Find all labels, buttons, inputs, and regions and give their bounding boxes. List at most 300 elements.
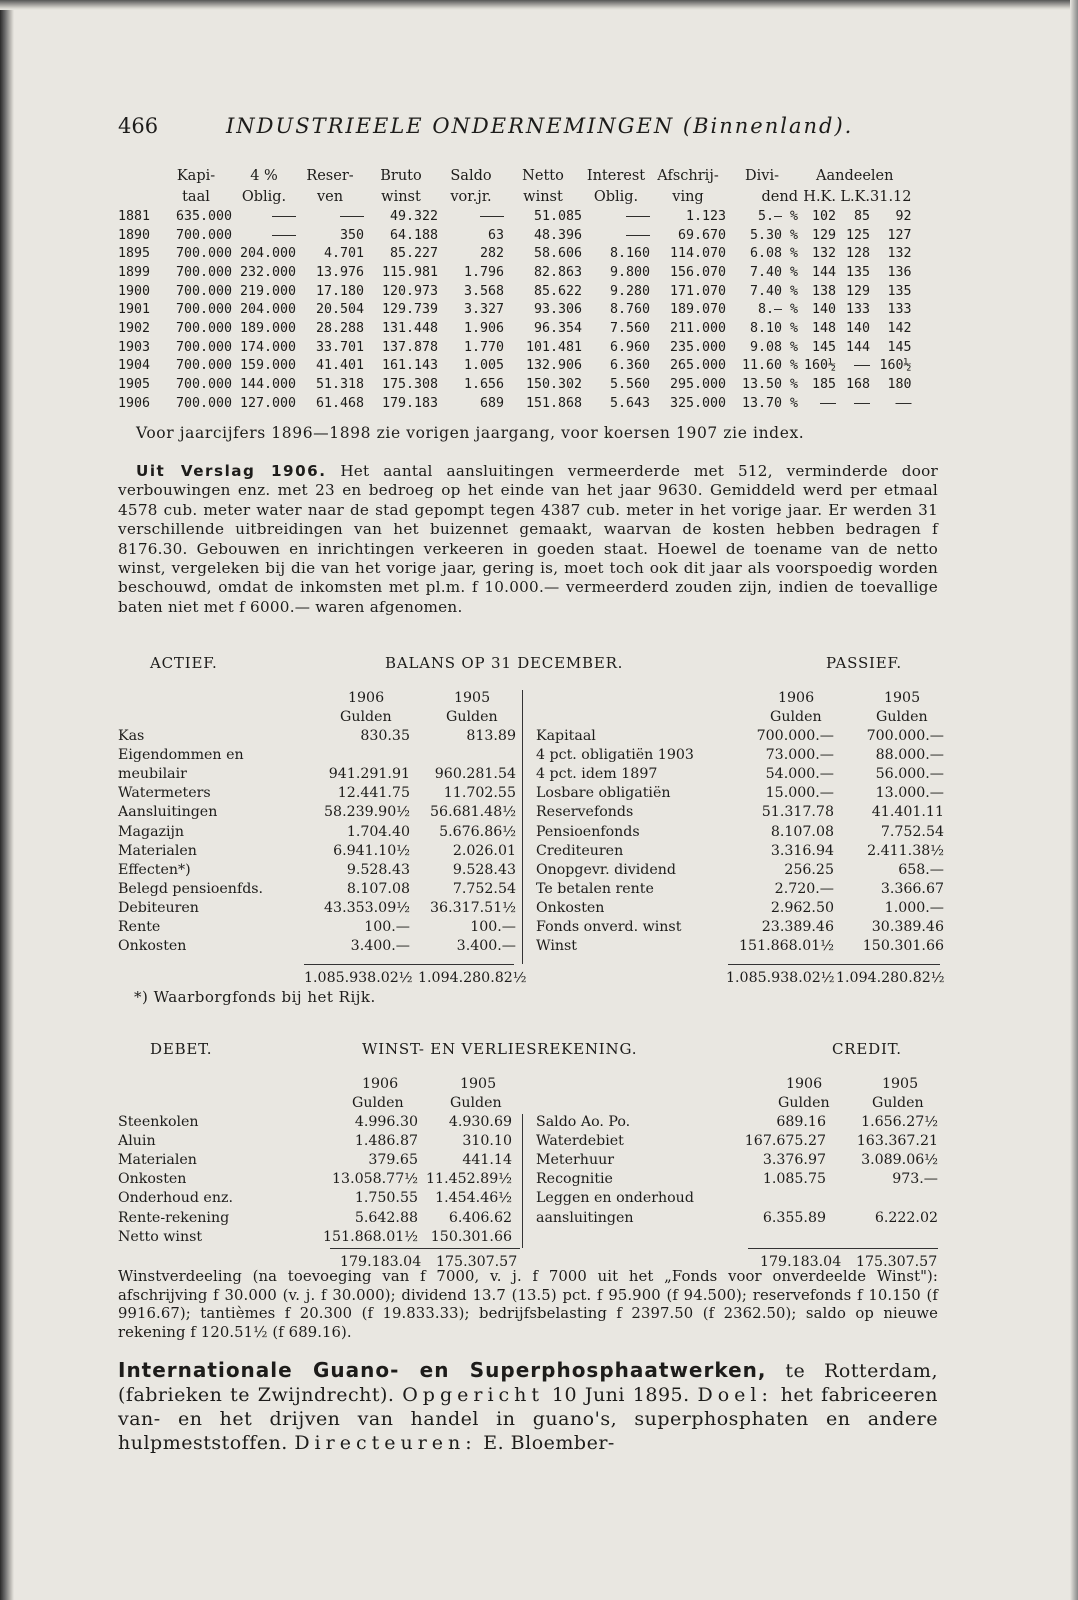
actief-value-1905: 36.317.51½ xyxy=(430,899,516,916)
stat-cell-div: 7.40 % xyxy=(749,264,798,280)
stat-cell-year: 1895 xyxy=(118,246,151,262)
founding-date: 10 Juni 1895. xyxy=(551,1384,690,1406)
total-rule xyxy=(728,964,940,965)
passief-value-1906: 8.107.08 xyxy=(770,823,834,840)
stat-cell-kap: 700.000 xyxy=(175,358,232,374)
stat-cell-obl: 219.000 xyxy=(239,283,296,299)
col-head: dend xyxy=(761,188,798,205)
actief-value-1905: 7.752.54 xyxy=(452,880,516,897)
actief-value-1906: 830.35 xyxy=(360,728,410,744)
stat-cell-afs: 325.000 xyxy=(669,395,726,411)
passief-value-1905: 3.366.67 xyxy=(880,880,944,897)
stat-cell-bruto: 49.322 xyxy=(389,208,438,224)
stat-cell-afs: 171.070 xyxy=(669,283,726,299)
stat-cell-netto: 51.085 xyxy=(533,208,582,224)
passief-value-1905: 1.000.— xyxy=(884,899,944,916)
stat-cell-res: 41.401 xyxy=(315,358,364,374)
passief-value-1905: 56.000.— xyxy=(875,766,944,783)
unit-head: Gulden xyxy=(778,1095,830,1111)
stat-cell-res: 33.701 xyxy=(315,339,364,355)
debet-value-1905: 310.10 xyxy=(462,1133,512,1150)
debet-total-1906: 179.183.04 xyxy=(340,1254,422,1270)
passief-row xyxy=(118,862,948,881)
credit-label: Leggen en onderhoud xyxy=(536,1190,694,1207)
col-head: Netto xyxy=(522,167,564,184)
stat-cell-lk: 85 xyxy=(853,208,870,224)
passief-row xyxy=(118,881,948,900)
actief-value-1906: 941.291.91 xyxy=(328,766,410,783)
report-lead: Uit Verslag 1906. xyxy=(136,462,327,480)
passief-label: Losbare obligatiën xyxy=(536,785,671,802)
actief-label: Debiteuren xyxy=(118,899,199,916)
stat-cell-year: 1881 xyxy=(118,208,151,224)
stat-cell-obl: ——— xyxy=(271,227,296,243)
stat-row-1895 xyxy=(118,244,912,263)
year-head: 1905 xyxy=(884,690,921,706)
stat-cell-afs: 1.123 xyxy=(685,208,726,224)
actief-value-1905: 5.676.86½ xyxy=(439,823,516,840)
debet-label: Onderhoud enz. xyxy=(118,1190,233,1207)
passief-total-1906: 1.085.938.02½ xyxy=(726,970,835,986)
stat-cell-kap: 700.000 xyxy=(175,320,232,336)
stat-cell-lk: 125 xyxy=(845,227,870,243)
stat-cell-afs: 189.070 xyxy=(669,302,726,318)
passief-value-1905: 88.000.— xyxy=(875,747,944,764)
stat-row-1904 xyxy=(118,357,912,376)
actief-value-1905: 9.528.43 xyxy=(452,861,516,878)
stat-cell-a: 92 xyxy=(895,208,912,224)
col-head: Oblig. xyxy=(593,188,639,205)
passief-label: Fonds onverd. winst xyxy=(536,919,682,935)
col-head: 31.12 xyxy=(870,188,912,205)
stat-cell-saldo: 1.656 xyxy=(463,377,504,393)
unit-head: Gulden xyxy=(450,1095,502,1111)
stat-cell-res: 4.701 xyxy=(323,246,364,262)
actief-value-1906: 8.107.08 xyxy=(346,880,410,897)
stat-cell-lk: —— xyxy=(853,395,870,411)
stat-cell-bruto: 64.188 xyxy=(389,227,438,243)
balance-sheet xyxy=(118,690,948,1010)
stat-cell-a: 135 xyxy=(887,283,912,299)
col-head: L.K. xyxy=(840,188,870,205)
debet-value-1906: 151.868.01½ xyxy=(323,1228,418,1245)
page-number: 466 xyxy=(118,114,159,138)
actief-value-1906: 1.704.40 xyxy=(346,823,410,840)
debet-value-1905: 150.301.66 xyxy=(430,1228,512,1245)
debet-total-1905: 175.307.57 xyxy=(436,1254,518,1270)
debet-label: Netto winst xyxy=(118,1228,203,1245)
actief-value-1906: 43.353.09½ xyxy=(324,899,410,916)
stat-cell-lk: 135 xyxy=(845,264,870,280)
actief-value-1905: 3.400.— xyxy=(456,938,516,955)
passief-value-1906: 15.000.— xyxy=(765,785,834,802)
debet-value-1905: 6.406.62 xyxy=(448,1209,512,1226)
stat-cell-a: —— xyxy=(895,395,912,411)
actief-label: Magazijn xyxy=(118,823,185,840)
passief-row xyxy=(118,824,948,843)
debet-value-1906: 379.65 xyxy=(368,1152,418,1169)
year-head: 1905 xyxy=(460,1076,497,1092)
credit-row xyxy=(118,1171,948,1190)
col-head: ving xyxy=(672,188,704,205)
stat-cell-year: 1901 xyxy=(118,302,151,318)
company-purpose: het fabriceeren van- en het drijven van handel in guano's, superphosphaten en andere hulpmeststoffen. xyxy=(118,1384,938,1454)
stat-cell-lk: 128 xyxy=(845,246,870,262)
col-head: H.K. xyxy=(803,188,836,205)
stat-cell-div: 8.— % xyxy=(757,302,798,318)
passief-label: Onopgevr. dividend xyxy=(536,861,676,878)
unit-head: Gulden xyxy=(872,1095,924,1111)
col-head: Bruto xyxy=(380,167,422,184)
year-head: 1906 xyxy=(778,690,815,706)
unit-head: Gulden xyxy=(770,709,822,725)
stat-cell-year: 1906 xyxy=(118,395,151,411)
credit-row xyxy=(118,1133,948,1152)
col-head: vor.jr. xyxy=(450,188,492,205)
passief-row xyxy=(118,785,948,804)
stat-cell-netto: 101.481 xyxy=(525,339,582,355)
actief-label: Belegd pensioenfds. xyxy=(118,880,264,897)
stat-cell-year: 1890 xyxy=(118,227,151,243)
stat-cell-hk: —— xyxy=(819,395,836,411)
passief-value-1905: 700.000.— xyxy=(866,728,944,744)
stat-cell-a: 127 xyxy=(887,227,912,243)
passief-row xyxy=(118,747,948,766)
stat-cell-netto: 58.606 xyxy=(533,246,582,262)
stat-cell-saldo: 63 xyxy=(487,227,504,243)
passief-value-1906: 2.720.— xyxy=(774,880,834,897)
stat-cell-afs: 114.070 xyxy=(669,246,726,262)
stat-cell-res: 13.976 xyxy=(315,264,364,280)
col-head: winst xyxy=(523,188,563,205)
col-head: Saldo xyxy=(450,167,492,184)
passief-value-1906: 151.868.01½ xyxy=(739,938,834,955)
stat-cell-bruto: 175.308 xyxy=(381,377,438,393)
stat-cell-hk: 185 xyxy=(811,377,836,393)
stat-cell-kap: 700.000 xyxy=(175,339,232,355)
passief-value-1906: 3.316.94 xyxy=(770,842,834,859)
debet-label: Materialen xyxy=(118,1152,197,1169)
credit-value-1906: 167.675.27 xyxy=(744,1133,826,1150)
col-head: 4 % xyxy=(250,167,278,184)
credit-value-1906: 3.376.97 xyxy=(762,1152,826,1169)
stat-cell-saldo: 1.796 xyxy=(463,264,504,280)
actief-total-1905: 1.094.280.82½ xyxy=(418,970,527,986)
credit-value-1906: 6.355.89 xyxy=(762,1209,826,1226)
actief-value-1906: 12.441.75 xyxy=(337,785,410,802)
stat-row-1899 xyxy=(118,263,912,282)
actief-value-1906: 6.941.10½ xyxy=(333,842,410,859)
stat-cell-lk: 168 xyxy=(845,377,870,393)
stat-cell-div: 6.08 % xyxy=(749,246,798,262)
profit-loss-account xyxy=(118,1076,948,1270)
stat-cell-obl: 204.000 xyxy=(239,246,296,262)
actief-label: Materialen xyxy=(118,842,197,859)
passief-value-1906: 73.000.— xyxy=(765,747,834,764)
stat-cell-div: 7.40 % xyxy=(749,283,798,299)
company-name: Internationale Guano- en Superphosphaatwerken, xyxy=(118,1358,767,1382)
statistics-table xyxy=(118,165,938,413)
profit-distribution: Winstverdeeling (na toevoeging van f 7000, v. j. f 7000 uit het „Fonds voor onverdeelde Winst"): afschrijving f 30.000 (v. j. f 30.000); dividend 13.7 (13.5) pct. f 95.900 (f 94.500); reservefonds f 10.150 (f 9916.67); tantièmes f 20.300 (f 19.833.33); bedrijfsbelasting f 2397.50 (f 2362.50); saldo op nieuwe rekening f 120.51½ (f 689.16). xyxy=(118,1268,938,1341)
credit-total-1905: 175.307.57 xyxy=(856,1254,938,1270)
passief-value-1906: 700.000.— xyxy=(756,728,834,744)
stat-cell-lk: 133 xyxy=(845,302,870,318)
passief-value-1905: 658.— xyxy=(898,861,944,878)
stat-cell-saldo: 689 xyxy=(479,395,504,411)
running-head xyxy=(118,114,938,144)
stat-cell-a: 132 xyxy=(887,246,912,262)
company-location: te Rotterdam, (fabrieken te Zwijndrecht). xyxy=(118,1360,938,1406)
stat-cell-int: ——— xyxy=(625,208,650,224)
next-company-entry xyxy=(118,1358,938,1455)
stat-cell-lk: 144 xyxy=(845,339,870,355)
stat-cell-year: 1904 xyxy=(118,358,151,374)
balance-footnote: *) Waarborgfonds bij het Rijk. xyxy=(134,988,376,1006)
debet-row xyxy=(118,1229,948,1248)
col-head: Divi- xyxy=(745,167,779,184)
stat-cell-afs: 211.000 xyxy=(669,320,726,336)
actief-value-1906: 58.239.90½ xyxy=(324,804,410,821)
stat-cell-year: 1900 xyxy=(118,283,151,299)
stat-cell-afs: 235.000 xyxy=(669,339,726,355)
stat-cell-netto: 96.354 xyxy=(533,320,582,336)
stat-cell-hk: 148 xyxy=(811,320,836,336)
debet-label: Rente-rekening xyxy=(118,1209,230,1226)
debet-value-1905: 1.454.46½ xyxy=(435,1190,512,1207)
stat-cell-kap: 700.000 xyxy=(175,283,232,299)
credit-row xyxy=(118,1152,948,1171)
stat-cell-bruto: 85.227 xyxy=(389,246,438,262)
stat-row-1902 xyxy=(118,319,912,338)
credit-row xyxy=(118,1190,948,1209)
stat-cell-obl: 232.000 xyxy=(239,264,296,280)
actief-label: Effecten*) xyxy=(118,861,191,878)
total-rule xyxy=(304,964,514,965)
page-scan-edge-top xyxy=(0,0,1078,10)
unit-head: Gulden xyxy=(446,709,498,725)
debet-label: Steenkolen xyxy=(118,1114,199,1130)
actief-value-1906: 3.400.— xyxy=(350,938,410,955)
actief-heading: ACTIEF. xyxy=(150,654,218,672)
stat-cell-netto: 132.906 xyxy=(525,358,582,374)
total-rule xyxy=(748,1248,938,1249)
stat-cell-hk: 160½ xyxy=(803,358,836,374)
actief-value-1905: 960.281.54 xyxy=(434,766,516,783)
stat-cell-obl: 127.000 xyxy=(239,395,296,411)
debet-value-1906: 1.486.87 xyxy=(354,1133,418,1150)
actief-value-1905: 11.702.55 xyxy=(443,785,516,802)
col-head: Reser- xyxy=(306,167,354,184)
stat-cell-bruto: 129.739 xyxy=(381,302,438,318)
passief-value-1905: 7.752.54 xyxy=(880,823,944,840)
passief-label: Te betalen rente xyxy=(536,880,654,897)
stat-header-row-1 xyxy=(118,165,912,186)
actief-value-1905: 100.— xyxy=(470,919,516,935)
stat-cell-hk: 140 xyxy=(811,302,836,318)
stat-cell-res: 28.288 xyxy=(315,320,364,336)
col-head: Interest xyxy=(586,167,646,184)
passief-row xyxy=(118,919,948,938)
col-head: Oblig. xyxy=(241,188,287,205)
credit-row xyxy=(118,1210,948,1229)
stat-cell-int: 6.360 xyxy=(609,358,650,374)
stat-row-1890 xyxy=(118,226,912,245)
unit-head: Gulden xyxy=(340,709,392,725)
stat-cell-hk: 132 xyxy=(811,246,836,262)
stat-cell-obl: 204.000 xyxy=(239,302,296,318)
stat-row-1905 xyxy=(118,375,912,394)
actief-label: Kas xyxy=(118,728,145,744)
debet-value-1905: 11.452.89½ xyxy=(426,1171,512,1188)
credit-value-1905: 973.— xyxy=(892,1171,938,1188)
passief-label: Crediteuren xyxy=(536,842,624,859)
stat-cell-netto: 93.306 xyxy=(533,302,582,318)
col-head: Kapi- xyxy=(176,167,216,184)
stat-cell-res: 350 xyxy=(339,227,364,243)
passief-label: 4 pct. obligatiën 1903 xyxy=(536,747,694,764)
credit-total-1906: 179.183.04 xyxy=(760,1254,842,1270)
stat-cell-div: 5.30 % xyxy=(749,227,798,243)
col-head: Aandeelen xyxy=(816,167,894,184)
stat-cell-kap: 700.000 xyxy=(175,302,232,318)
stat-row-1901 xyxy=(118,300,912,319)
stat-cell-kap: 635.000 xyxy=(175,208,232,224)
passief-row xyxy=(118,804,948,823)
stat-cell-a: 160½ xyxy=(879,358,912,374)
year-head: 1905 xyxy=(454,690,491,706)
stat-cell-a: 133 xyxy=(887,302,912,318)
stat-row-1881 xyxy=(118,207,912,226)
debet-value-1905: 4.930.69 xyxy=(448,1114,512,1130)
year-head: 1906 xyxy=(786,1076,823,1092)
stat-cell-div: 5.— % xyxy=(757,208,798,224)
credit-label: Waterdebiet xyxy=(536,1133,624,1150)
stat-cell-hk: 138 xyxy=(811,283,836,299)
stat-cell-int: 6.960 xyxy=(609,339,650,355)
stat-cell-netto: 85.622 xyxy=(533,283,582,299)
stat-cell-netto: 151.868 xyxy=(525,395,582,411)
stat-cell-a: 136 xyxy=(887,264,912,280)
credit-value-1905: 6.222.02 xyxy=(874,1209,938,1226)
passief-value-1906: 2.962.50 xyxy=(770,899,834,916)
stat-cell-saldo: 3.327 xyxy=(463,302,504,318)
stat-cell-res: 61.468 xyxy=(315,395,364,411)
passief-value-1905: 41.401.11 xyxy=(871,804,944,821)
stat-cell-bruto: 179.183 xyxy=(381,395,438,411)
stat-cell-saldo: 282 xyxy=(479,246,504,262)
stat-cell-int: ——— xyxy=(625,227,650,243)
stat-cell-obl: 144.000 xyxy=(239,377,296,393)
stat-cell-afs: 156.070 xyxy=(669,264,726,280)
credit-value-1906: 689.16 xyxy=(776,1114,826,1130)
unit-head: Gulden xyxy=(352,1095,404,1111)
actief-value-1906: 9.528.43 xyxy=(346,861,410,878)
stat-cell-afs: 295.000 xyxy=(669,377,726,393)
stat-cell-saldo: 1.005 xyxy=(463,358,504,374)
opgericht-label: Opgericht xyxy=(402,1384,545,1406)
stat-cell-hk: 145 xyxy=(811,339,836,355)
col-head: Afschrij- xyxy=(657,167,719,184)
yearfigures-note: Voor jaarcijfers 1896—1898 zie vorigen jaargang, voor koersen 1907 zie index. xyxy=(136,424,805,442)
debet-label: Aluin xyxy=(118,1133,156,1150)
actief-value-1906: 100.— xyxy=(364,919,410,935)
passief-value-1905: 150.301.66 xyxy=(862,938,944,955)
stat-cell-kap: 700.000 xyxy=(175,264,232,280)
stat-cell-year: 1903 xyxy=(118,339,151,355)
stat-cell-int: 7.560 xyxy=(609,320,650,336)
actief-value-1905: 813.89 xyxy=(466,728,516,744)
actief-value-1905: 2.026.01 xyxy=(452,842,516,859)
stat-cell-obl: 174.000 xyxy=(239,339,296,355)
stat-cell-div: 11.60 % xyxy=(741,358,798,374)
stat-cell-kap: 700.000 xyxy=(175,377,232,393)
stat-cell-bruto: 115.981 xyxy=(381,264,438,280)
actief-label: Onkosten xyxy=(118,938,187,955)
passief-row xyxy=(118,766,948,785)
col-head: taal xyxy=(182,188,210,205)
credit-value-1905: 1.656.27½ xyxy=(861,1114,938,1130)
passief-row xyxy=(118,728,948,747)
stat-cell-div: 9.08 % xyxy=(749,339,798,355)
actief-value-1905: 56.681.48½ xyxy=(430,804,516,821)
stat-cell-bruto: 131.448 xyxy=(381,320,438,336)
stat-cell-year: 1902 xyxy=(118,320,151,336)
stat-cell-kap: 700.000 xyxy=(175,395,232,411)
debet-label: Onkosten xyxy=(118,1171,187,1188)
actief-label: Eigendommen en xyxy=(118,747,244,764)
stat-cell-res: ——— xyxy=(339,208,364,224)
stat-cell-year: 1905 xyxy=(118,377,151,393)
stat-cell-obl: 159.000 xyxy=(239,358,296,374)
stat-cell-saldo: 3.568 xyxy=(463,283,504,299)
stat-cell-netto: 82.863 xyxy=(533,264,582,280)
stat-cell-hk: 144 xyxy=(811,264,836,280)
balans-heading: BALANS OP 31 DECEMBER. xyxy=(385,654,624,672)
passief-label: Kapitaal xyxy=(536,728,596,744)
directeuren-label: Directeuren: xyxy=(294,1432,477,1454)
passief-value-1905: 2.411.38½ xyxy=(867,842,944,859)
stat-cell-obl: 189.000 xyxy=(239,320,296,336)
debet-value-1905: 441.14 xyxy=(462,1152,512,1169)
passief-value-1906: 256.25 xyxy=(784,861,834,878)
debet-heading: DEBET. xyxy=(150,1040,213,1058)
passief-heading: PASSIEF. xyxy=(826,654,902,672)
debet-value-1906: 4.996.30 xyxy=(354,1114,418,1130)
stat-cell-lk: 129 xyxy=(845,283,870,299)
total-rule xyxy=(330,1248,520,1249)
stat-cell-div: 13.70 % xyxy=(741,395,798,411)
stat-cell-a: 142 xyxy=(887,320,912,336)
stat-cell-saldo: ——— xyxy=(479,208,504,224)
stat-header-row-2 xyxy=(118,186,912,207)
debet-value-1906: 5.642.88 xyxy=(354,1209,418,1226)
debet-value-1906: 1.750.55 xyxy=(354,1190,418,1207)
actief-label: Aansluitingen xyxy=(118,804,218,821)
actief-label: Rente xyxy=(118,919,161,935)
stat-cell-kap: 700.000 xyxy=(175,227,232,243)
year-head: 1905 xyxy=(882,1076,919,1092)
debet-value-1906: 13.058.77½ xyxy=(332,1171,418,1188)
stat-cell-obl: ——— xyxy=(271,208,296,224)
stat-cell-res: 17.180 xyxy=(315,283,364,299)
stat-cell-int: 5.560 xyxy=(609,377,650,393)
passief-label: Reservefonds xyxy=(536,804,634,821)
credit-label: Saldo Ao. Po. xyxy=(536,1114,631,1130)
credit-row xyxy=(118,1114,948,1133)
stat-cell-a: 180 xyxy=(887,377,912,393)
stat-cell-bruto: 137.878 xyxy=(381,339,438,355)
report-text: Het aantal aansluitingen vermeerderde met 512, verminderde door verbouwingen enz. met 23 en bedroeg op het einde van het jaar 9630. Gemiddeld werd per etmaal 4578 cub. meter water naar de stad gepompt tegen 4387 cub. meter in het vorige jaar. Er werden 31 verschillende uitbreidingen van het buizennet gemaakt, waarvan de kosten hebben bedragen f 8176.30. Gebouwen en inrichtingen verkeeren in goeden staat. Hoewel de toename van de netto winst, vergeleken bij die van het vorige jaar, gering is, moet toch ook dit jaar als voorspoedig worden beschouwd, omdat de inkomsten met pl.m. f 10.000.— vermeerderd zouden zijn, indien de toevallige baten niet met f 6000.— waren afgenomen. xyxy=(118,462,938,616)
